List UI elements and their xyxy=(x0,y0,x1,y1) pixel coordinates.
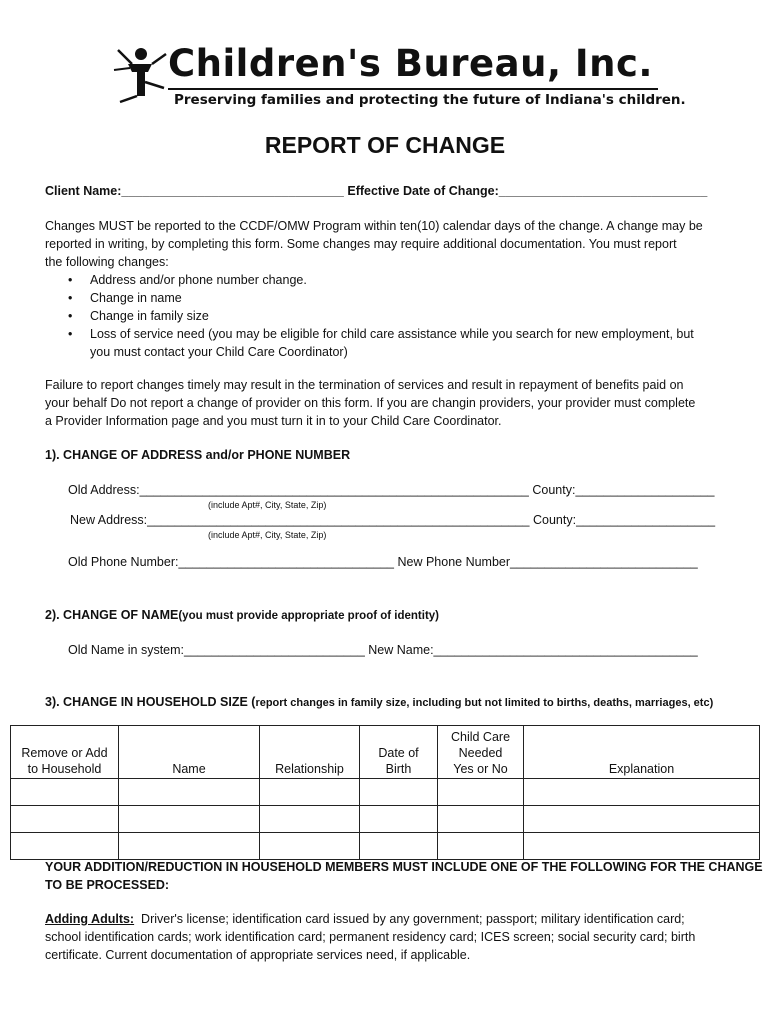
header-text: Birth xyxy=(385,762,412,776)
table-cell[interactable] xyxy=(11,806,119,833)
col-remove-add xyxy=(11,726,119,779)
new-address-field[interactable]: _______________________________________________________ xyxy=(147,513,530,527)
section2-heading xyxy=(45,606,439,625)
new-phone-label: New Phone Number xyxy=(397,555,511,569)
intro-paragraph xyxy=(45,217,735,361)
header-text: Explanation xyxy=(608,762,675,776)
page-title: REPORT OF CHANGE xyxy=(264,132,506,158)
old-name-label: Old Name in system: xyxy=(68,643,185,657)
effective-date-field[interactable]: ______________________________ xyxy=(498,184,708,198)
list-item: • Change in family size xyxy=(45,307,735,325)
table-cell[interactable] xyxy=(360,806,438,833)
list-item: • Loss of service need (you may be eligible for child care assistance while you search for new employment, but xyxy=(45,325,735,343)
old-county-label: County: xyxy=(532,483,576,497)
list-item-continuation: you must contact your Child Care Coordinator) xyxy=(90,345,348,359)
intro-line: Changes MUST be reported to the CCDF/OMW Program within ten(10) calendar days of the change. A change may be xyxy=(45,219,703,233)
table-cell[interactable] xyxy=(438,779,524,806)
logo-divider xyxy=(168,88,658,90)
name-row xyxy=(68,641,698,659)
table-cell[interactable] xyxy=(524,779,760,806)
old-address-field[interactable]: ________________________________________________________ xyxy=(139,483,529,497)
section3-title: 3). CHANGE IN HOUSEHOLD SIZE ( xyxy=(45,695,256,709)
logo xyxy=(108,40,686,115)
table-cell[interactable] xyxy=(119,779,260,806)
adding-adults-paragraph xyxy=(45,910,745,964)
header-text: Remove or Add xyxy=(21,746,108,760)
old-address-hint: (include Apt#, City, State, Zip) xyxy=(208,500,327,510)
table-row xyxy=(11,806,760,833)
change-list xyxy=(45,271,735,343)
header-text: Name xyxy=(172,762,206,776)
table-cell[interactable] xyxy=(260,779,360,806)
adding-adults-line: certificate. Current documentation of appropriate services need, if applicable. xyxy=(45,948,471,962)
table-cell[interactable] xyxy=(438,806,524,833)
table-cell[interactable] xyxy=(119,833,260,860)
failure-paragraph xyxy=(45,376,745,430)
old-county-field[interactable]: ____________________ xyxy=(575,483,715,497)
client-name-label: Client Name: xyxy=(45,184,122,198)
header-text: Date of xyxy=(378,746,419,760)
notice-line: YOUR ADDITION/REDUCTION IN HOUSEHOLD MEMBERS MUST INCLUDE ONE OF THE FOLLOWING FOR THE CHANGE xyxy=(45,860,763,874)
table-cell[interactable] xyxy=(11,833,119,860)
old-address-row xyxy=(68,481,715,499)
child-figure-icon xyxy=(108,42,168,104)
failure-line: Failure to report changes timely may result in the termination of services and result in repayment of benefits paid on xyxy=(45,378,684,392)
col-relationship xyxy=(260,726,360,779)
col-dob xyxy=(360,726,438,779)
header-text: Yes or No xyxy=(453,762,508,776)
list-item: • Change in name xyxy=(45,289,735,307)
table-cell[interactable] xyxy=(260,806,360,833)
header-text: Needed xyxy=(458,746,503,760)
section1-heading: 1). CHANGE OF ADDRESS and/or PHONE NUMBER xyxy=(45,448,351,462)
old-phone-field[interactable]: _______________________________ xyxy=(178,555,394,569)
new-name-field[interactable]: ______________________________________ xyxy=(433,643,698,657)
table-cell[interactable] xyxy=(438,833,524,860)
col-name xyxy=(119,726,260,779)
section2-note: (you must provide appropriate proof of identity) xyxy=(178,610,440,622)
notice-line: TO BE PROCESSED: xyxy=(45,878,170,892)
adding-adults-line xyxy=(45,910,745,928)
table-row xyxy=(11,779,760,806)
adding-adults-line: school identification cards; work identification card; permanent residency card; ICES screen; social security card; birth xyxy=(45,930,696,944)
table-row xyxy=(11,833,760,860)
old-name-field[interactable]: __________________________ xyxy=(184,643,365,657)
table-header-row xyxy=(11,726,760,779)
old-phone-label: Old Phone Number: xyxy=(68,555,179,569)
section3-note: report changes in family size, including but not limited to births, deaths, marriages, etc) xyxy=(255,697,714,709)
new-phone-field[interactable]: ___________________________ xyxy=(510,555,698,569)
client-info-row xyxy=(45,182,707,200)
table-cell[interactable] xyxy=(119,806,260,833)
client-name-field[interactable]: ________________________________ xyxy=(121,184,344,198)
old-address-label: Old Address: xyxy=(68,483,140,497)
list-item: • Address and/or phone number change. xyxy=(45,271,735,289)
header-text: Child Care xyxy=(450,730,511,744)
failure-line: a Provider Information page and you must turn it in to your Child Care Coordinator. xyxy=(45,414,502,428)
section2-title: 2). CHANGE OF NAME xyxy=(45,608,179,622)
col-explanation xyxy=(524,726,760,779)
adding-adults-label: Adding Adults: xyxy=(45,912,135,926)
header-text: to Household xyxy=(27,762,102,776)
intro-line: the following changes: xyxy=(45,255,169,269)
new-name-label: New Name: xyxy=(368,643,434,657)
section3-heading xyxy=(45,693,713,712)
table-cell[interactable] xyxy=(360,779,438,806)
table-cell[interactable] xyxy=(11,779,119,806)
logo-title: Children's Bureau, Inc. xyxy=(168,42,653,85)
new-address-row xyxy=(70,511,715,529)
notice-paragraph xyxy=(45,858,763,894)
table-cell[interactable] xyxy=(360,833,438,860)
new-county-field[interactable]: ____________________ xyxy=(576,513,716,527)
table-cell[interactable] xyxy=(524,806,760,833)
intro-line: reported in writing, by completing this form. Some changes may require additional documentation. You must report xyxy=(45,237,677,251)
new-address-hint: (include Apt#, City, State, Zip) xyxy=(208,530,327,540)
adding-adults-text: Driver's license; identification card issued by any government; passport; military identification card; xyxy=(134,912,685,926)
col-child-care xyxy=(438,726,524,779)
household-table xyxy=(10,725,760,860)
logo-tagline: Preserving families and protecting the future of Indiana's children. xyxy=(174,92,686,108)
new-address-label: New Address: xyxy=(70,513,148,527)
table-cell[interactable] xyxy=(524,833,760,860)
effective-date-label: Effective Date of Change: xyxy=(347,184,499,198)
phone-row xyxy=(68,553,698,571)
failure-line: your behalf Do not report a change of provider on this form. If you are changin providers, your provider must complete xyxy=(45,396,696,410)
new-county-label: County: xyxy=(532,513,577,527)
header-text: Relationship xyxy=(275,762,344,776)
table-cell[interactable] xyxy=(260,833,360,860)
